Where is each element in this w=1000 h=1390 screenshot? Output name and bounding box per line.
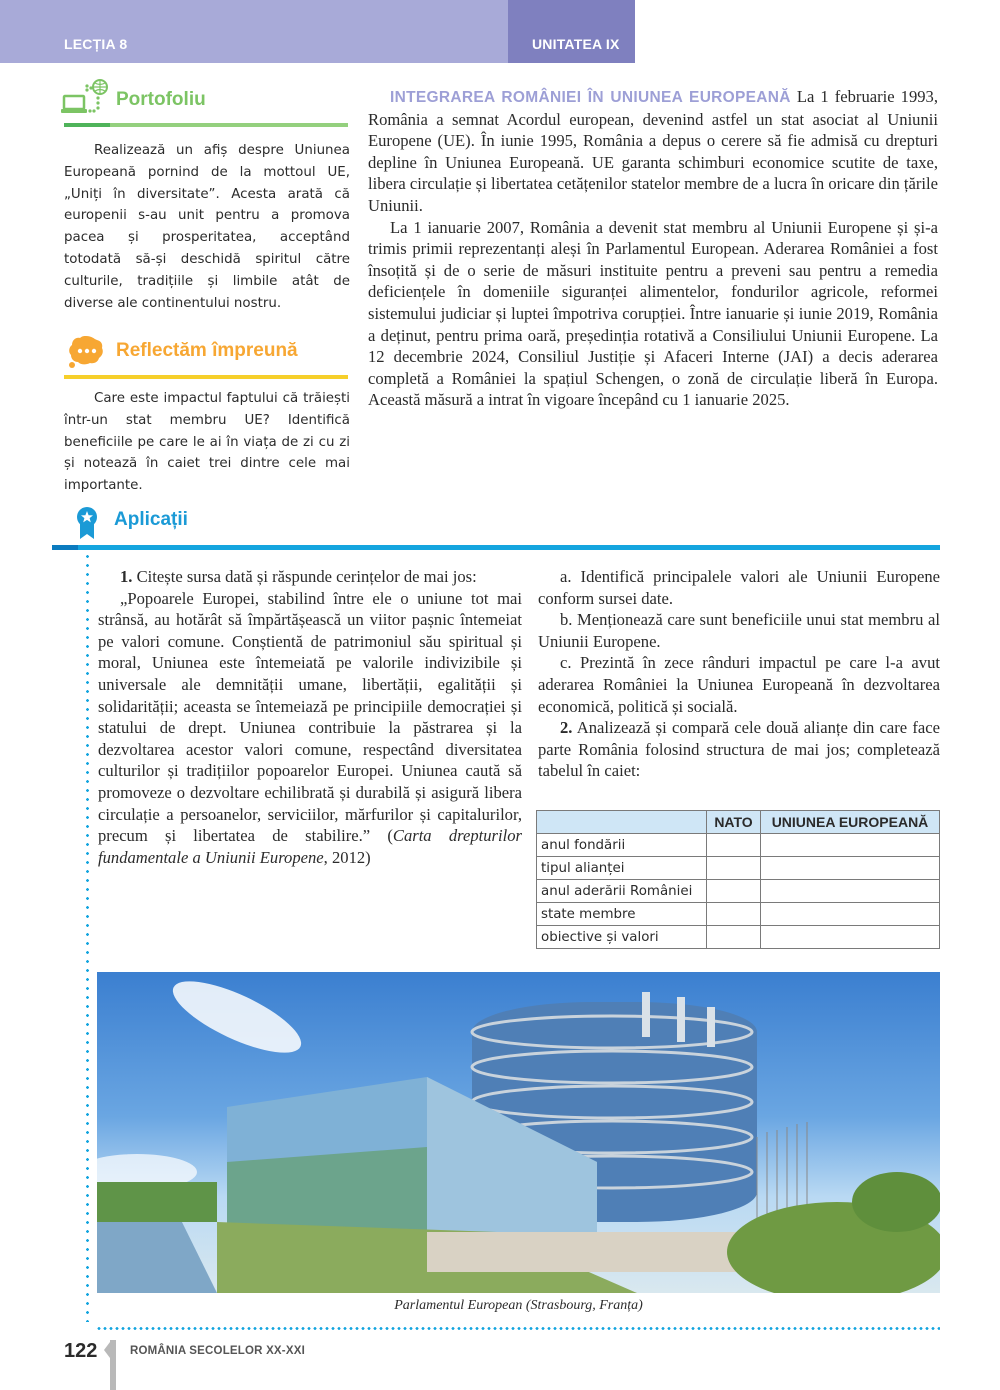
footer-bar [110, 1340, 116, 1390]
comparison-table [536, 810, 940, 949]
table-row [537, 880, 940, 903]
source-title: Carta drepturilor fundamentale a Uniunii Europene [98, 826, 522, 867]
photo-caption: Parlamentul European (Strasbourg, Franța) [394, 1298, 643, 1313]
dotted-border-left [86, 552, 89, 1322]
row-label: anul fondării [537, 834, 707, 857]
reflect-title: Reflectăm împreună [116, 340, 298, 361]
intro-paragraph-2: La 1 ianuarie 2007, România a devenit stat membru al Uniunii Europene și și-a trimis primii reprezentanți aleși în Parlamentul European. Aderarea României a fost însoțită și de o serie de măsuri instituite pentru a preveni sau pentru a remedia deficiențele în domeniile siguranței alimentelor, fondurilor agricole, reformei sistemului judiciar și luptei împotriva corupției. Între ianuarie și iunie 2019, România a deținut, pentru prima oară, președinția rotativă a Consiliului Uniunii Europene. La 12 decembrie 2024, Consiliul Justiție și Afaceri Interne (JAI) a decis aderarea completă a României la spațiul Schengen, o zonă de circulație liberă în Europa. Această măsură a intrat în vigoare începând cu 1 ianuarie 2025. [368, 217, 938, 410]
task-1-column [98, 566, 522, 868]
intro-section [368, 86, 938, 411]
table-header-eu: UNIUNEA EUROPEANĂ [761, 811, 940, 834]
table-cell [707, 903, 761, 926]
task-1c: c. Prezintă în zece rânduri impactul pe care l-a avut aderarea României la Uniunea Europeană în dezvoltarea economică, politică și socială. [538, 653, 940, 716]
table-cell [761, 903, 940, 926]
table-cell [761, 857, 940, 880]
table-row [537, 903, 940, 926]
speech-bubble-icon [66, 334, 106, 375]
table-cell [761, 926, 940, 949]
unit-label: UNITATEA IX [532, 36, 620, 52]
row-label: state membre [537, 903, 707, 926]
applications-divider [52, 545, 940, 550]
table-header-empty [537, 811, 707, 834]
task-1a: a. Identifică principalele valori ale Uniunii Europene conform sursei date. [538, 567, 940, 608]
table-cell [761, 880, 940, 903]
reflect-divider [64, 375, 348, 379]
section-heading: INTEGRAREA ROMÂNIEI ÎN UNIUNEA EUROPEANĂ [390, 89, 791, 106]
table-header-nato: NATO [707, 811, 761, 834]
intro-paragraph-1: INTEGRAREA ROMÂNIEI ÎN UNIUNEA EUROPEANĂ La 1 februarie 1993, România a semnat Acordul european, devenind astfel un stat asociat al Uniunii Europene (UE). În iunie 1995, România a depus o cerere să fie admisă cu drepturi depline în Uniunea Europeană. UE garanta schimburi economice scutite de taxe, libera circulație și libertatea cetățenilor statelor membre de a lucra în oricare din țările Uniunii. [368, 87, 938, 215]
portfolio-text: Realizează un afiș despre Uniunea Europeană pornind de la mottoul UE, „Uniți în diversitate”. Acesta arată că europenii s-au unit pentru a promova pacea și prosperitatea, acceptând totodată să-și deschidă spiritul către culturile, tradițiile și limbile atât de diverse ale continentului nostru. [64, 143, 350, 311]
task-questions-column [538, 566, 940, 782]
lesson-label: LECȚIA 8 [64, 36, 128, 52]
table-cell [707, 926, 761, 949]
european-parliament-photo [97, 972, 940, 1293]
row-label: anul aderării României [537, 880, 707, 903]
table-header-row [537, 811, 940, 834]
task-2-prompt: 2. Analizează și compară cele două alianțe din care face parte România folosind structura de mai jos; completează tabelul în caiet: [538, 718, 941, 781]
task-1-prompt: 1. Citește sursa dată și răspunde cerințelor de mai jos: [120, 567, 477, 586]
portfolio-title: Portofoliu [116, 89, 206, 110]
table-row [537, 834, 940, 857]
table-cell [761, 834, 940, 857]
header-lesson-band [0, 0, 508, 63]
reflect-text: Care este impactul faptului că trăiești într-un stat membru UE? Identifică beneficiile pe care le ai în viața de zi cu zi și notează în caiet trei dintre cele mai importante. [64, 391, 350, 494]
task-1-quote: „Popoarele Europei, stabilind între ele o uniune tot mai strânsă, au hotărât să împărtășească un viitor pașnic întemeiat pe valori comune. Conștientă de patrimoniul său spiritual și moral, Uniunea este întemeiată pe valorile indivizibile și universale ale demnității umane, libertății, egalității și solidarității; aceasta se întemeiază pe principiile democrației și statului de drept. Uniunea contribuie la păstrarea și la dezvoltarea acestor valori comune, respectând diversitatea culturilor și tradițiilor popoarelor Europei. Uniunea caută să promoveze o dezvoltare echilibrată și durabilă și asigură libera circulație a persoanelor, serviciilor, mărfurilor și capitalurilor, precum și libertatea de stabilire.” (Carta drepturilor fundamentale a Uniunii Europene, 2012) [98, 588, 522, 867]
dotted-border-bottom [96, 1327, 940, 1330]
portfolio-divider [64, 123, 348, 127]
table-cell [707, 857, 761, 880]
table-row [537, 857, 940, 880]
laptop-globe-icon [60, 78, 114, 123]
header-unit-band [508, 0, 635, 63]
table-cell [707, 880, 761, 903]
page-number: 122 [64, 1340, 98, 1362]
book-title: ROMÂNIA SECOLELOR XX-XXI [130, 1345, 305, 1357]
applications-title: Aplicații [114, 509, 188, 530]
table-row [537, 926, 940, 949]
row-label: obiective și valori [537, 926, 707, 949]
row-label: tipul alianței [537, 857, 707, 880]
award-ribbon-icon [74, 506, 100, 545]
task-1b: b. Menționează care sunt beneficiile unui stat membru al Uniunii Europene. [538, 610, 940, 651]
table-cell [707, 834, 761, 857]
